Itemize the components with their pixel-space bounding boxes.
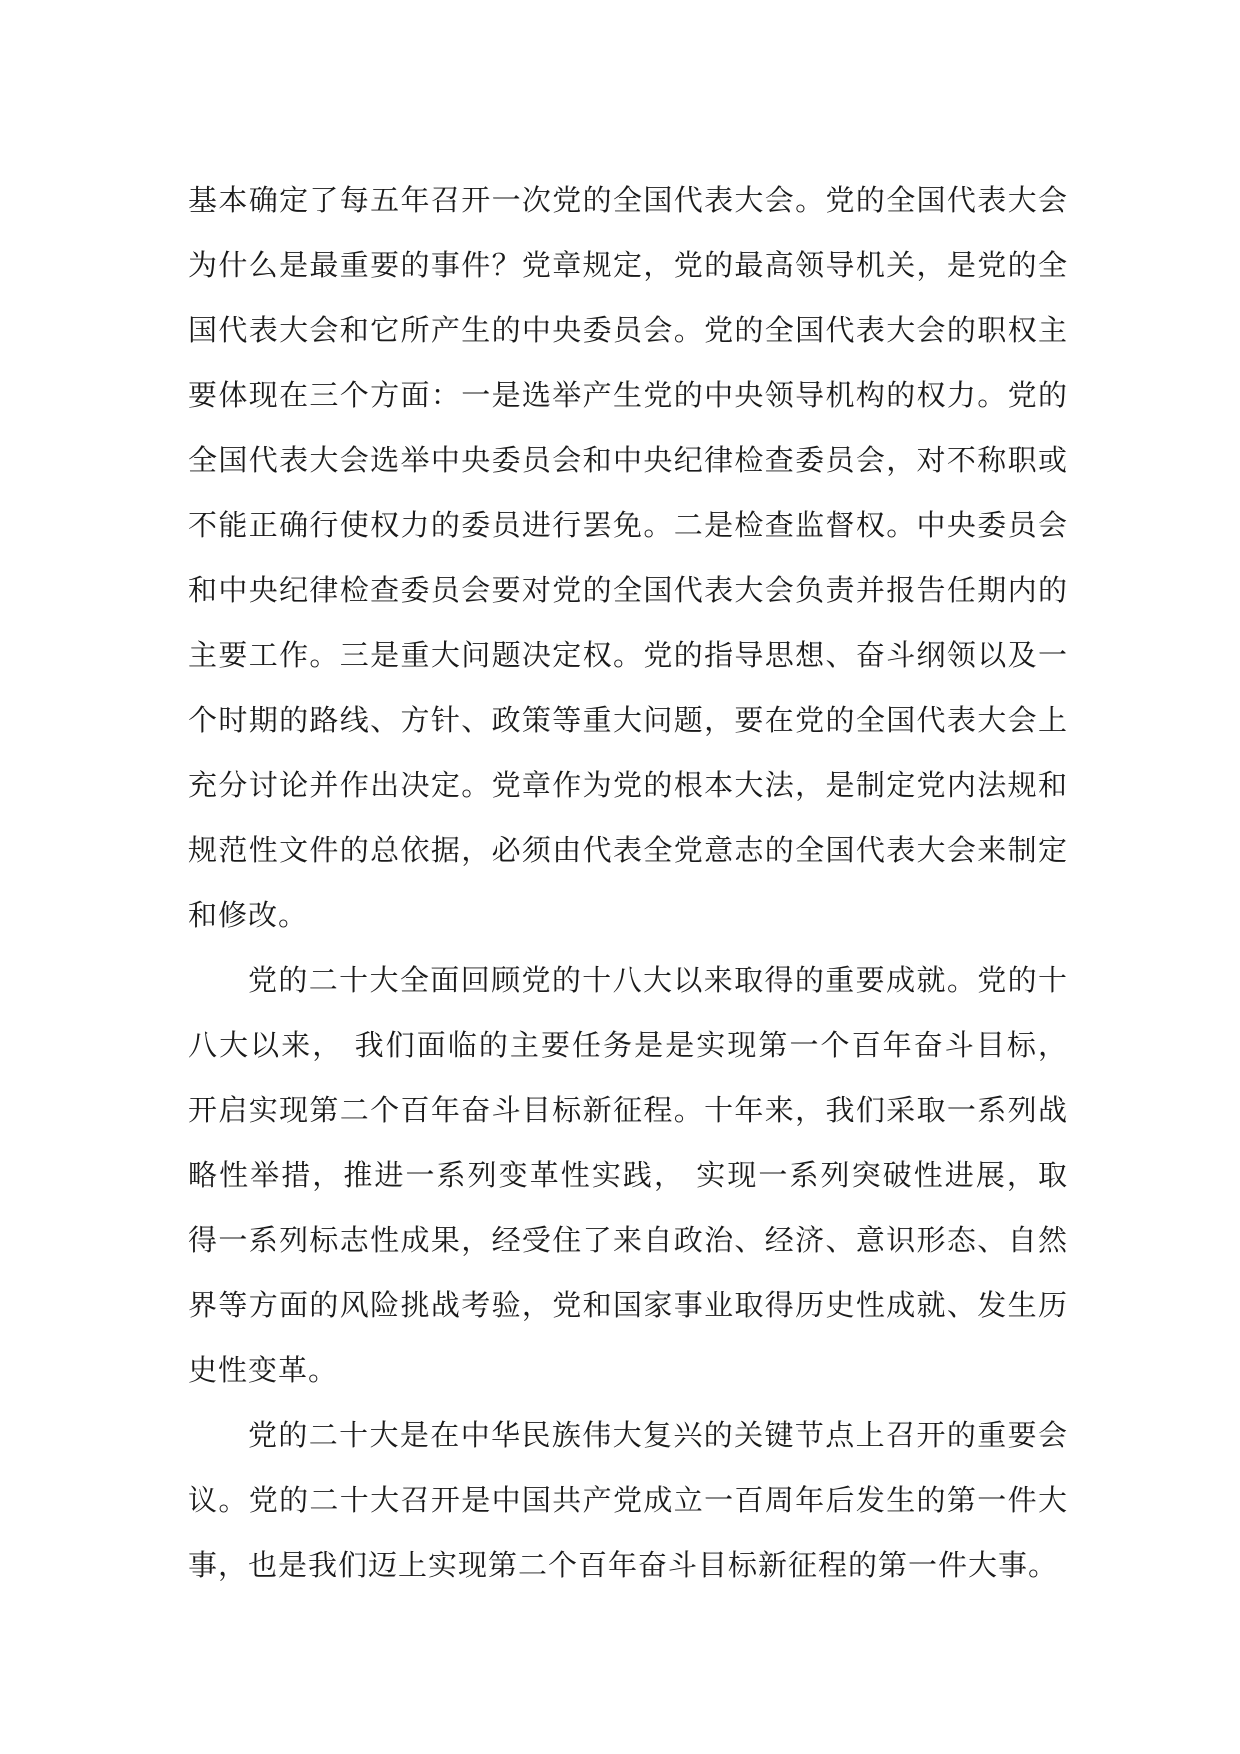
paragraph-achievements: 党的二十大全面回顾党的十八大以来取得的重要成就。党的十八大以来， 我们面临的主要任务是是实现第一个百年奋斗目标，开启实现第二个百年奋斗目标新征程。十年来，我们采取一系列战略性举措，推进一系列变革性实践， 实现一系列突破性进展，取得一系列标志性成果，经受住了来自政治、经济、意识形态、自然界等方面的风险挑战考验，党和国家事业取得历史性成就、发生历史性变革。 (188, 963, 1068, 1387)
paragraph-key-juncture: 党的二十大是在中华民族伟大复兴的关键节点上召开的重要会议。党的二十大召开是中国共产党成立一百周年后发生的第一件大事，也是我们迈上实现第二个百年奋斗目标新征程的第一件大事。 (188, 1418, 1068, 1582)
paragraph-continuation: 基本确定了每五年召开一次党的全国代表大会。党的全国代表大会为什么是最重要的事件？党章规定，党的最高领导机关，是党的全国代表大会和它所产生的中央委员会。党的全国代表大会的职权主要体现在三个方面：一是选举产生党的中央领导机构的权力。党的全国代表大会选举中央委员会和中央纪律检查委员会，对不称职或不能正确行使权力的委员进行罢免。二是检查监督权。中央委员会和中央纪律检查委员会要对党的全国代表大会负责并报告任期内的主要工作。三是重大问题决定权。党的指导思想、奋斗纲领以及一个时期的路线、方针、政策等重大问题，要在党的全国代表大会上充分讨论并作出决定。党章作为党的根本大法，是制定党内法规和规范性文件的总依据，必须由代表全党意志的全国代表大会来制定和修改。 (188, 183, 1068, 932)
body-text (188, 168, 1068, 1598)
